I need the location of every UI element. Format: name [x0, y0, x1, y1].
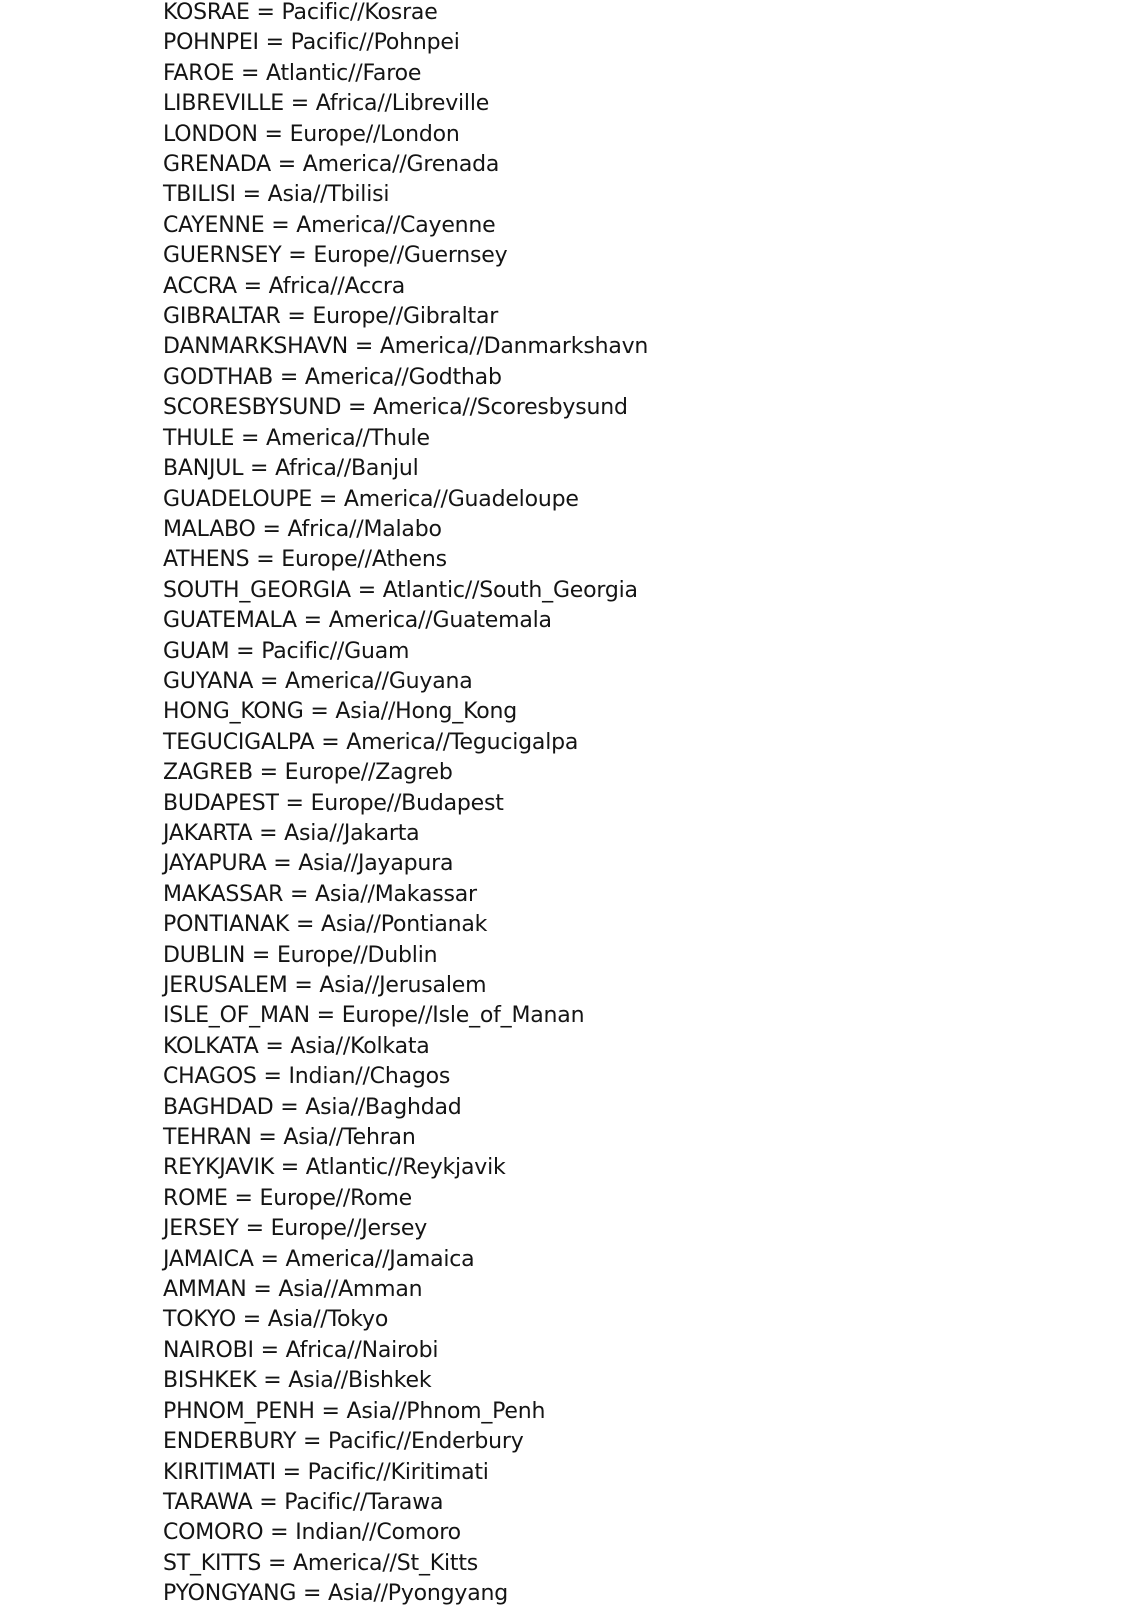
timezone-mapping-line: PHNOM_PENH = Asia//Phnom_Penh: [163, 1398, 546, 1424]
timezone-mapping-line: TOKYO = Asia//Tokyo: [163, 1307, 389, 1333]
timezone-mapping-line: ST_KITTS = America//St_Kitts: [163, 1550, 479, 1576]
timezone-mapping-line: KIRITIMATI = Pacific//Kiritimati: [163, 1459, 489, 1485]
timezone-mapping-line: AMMAN = Asia//Amman: [163, 1277, 423, 1303]
timezone-mapping-line: GUAM = Pacific//Guam: [163, 638, 410, 664]
timezone-mapping-line: THULE = America//Thule: [163, 425, 430, 451]
timezone-mapping-line: MAKASSAR = Asia//Makassar: [163, 881, 477, 907]
timezone-mapping-line: NAIROBI = Africa//Nairobi: [163, 1337, 439, 1363]
timezone-mapping-line: KOSRAE = Pacific//Kosrae: [163, 0, 438, 25]
timezone-mapping-line: BAGHDAD = Asia//Baghdad: [163, 1094, 462, 1120]
timezone-mapping-line: FAROE = Atlantic//Faroe: [163, 60, 422, 86]
timezone-mapping-line: MALABO = Africa//Malabo: [163, 516, 442, 542]
timezone-mapping-line: GUATEMALA = America//Guatemala: [163, 608, 552, 634]
timezone-mapping-line: BUDAPEST = Europe//Budapest: [163, 790, 504, 816]
timezone-mapping-line: KOLKATA = Asia//Kolkata: [163, 1033, 430, 1059]
timezone-mapping-line: JAMAICA = America//Jamaica: [163, 1246, 475, 1272]
timezone-mapping-line: JERUSALEM = Asia//Jerusalem: [163, 973, 487, 998]
timezone-mapping-line: PYONGYANG = Asia//Pyongyang: [163, 1581, 509, 1607]
timezone-mapping-line: DANMARKSHAVN = America//Danmarkshavn: [163, 334, 649, 360]
timezone-mapping-line: TEHRAN = Asia//Tehran: [163, 1125, 416, 1151]
timezone-mapping-line: JAKARTA = Asia//Jakarta: [163, 820, 420, 846]
timezone-mapping-line: ROME = Europe//Rome: [163, 1185, 413, 1211]
timezone-mapping-line: COMORO = Indian//Comoro: [163, 1520, 461, 1546]
timezone-mapping-line: TARAWA = Pacific//Tarawa: [163, 1489, 444, 1515]
timezone-mapping-line: SCORESBYSUND = America//Scoresbysund: [163, 395, 628, 421]
timezone-mapping-line: PONTIANAK = Asia//Pontianak: [163, 912, 488, 938]
timezone-mapping-line: ENDERBURY = Pacific//Enderbury: [163, 1429, 524, 1455]
timezone-mapping-line: GUERNSEY = Europe//Guernsey: [163, 243, 508, 269]
timezone-mapping-line: GUYANA = America//Guyana: [163, 668, 473, 694]
timezone-mapping-line: TEGUCIGALPA = America//Tegucigalpa: [163, 729, 579, 755]
timezone-mapping-line: GIBRALTAR = Europe//Gibraltar: [163, 304, 499, 330]
timezone-mapping-line: HONG_KONG = Asia//Hong_Kong: [163, 699, 517, 725]
timezone-mapping-line: ACCRA = Africa//Accra: [163, 273, 406, 299]
timezone-mapping-line: TBILISI = Asia//Tbilisi: [163, 182, 390, 208]
timezone-mapping-line: BANJUL = Africa//Banjul: [163, 456, 419, 482]
timezone-mapping-line: DUBLIN = Europe//Dublin: [163, 942, 438, 968]
timezone-mapping-line: SOUTH_GEORGIA = Atlantic//South_Georgia: [163, 577, 638, 603]
timezone-mapping-line: JERSEY = Europe//Jersey: [163, 1216, 428, 1242]
timezone-mapping-line: REYKJAVIK = Atlantic//Reykjavik: [163, 1155, 506, 1181]
timezone-mapping-line: CHAGOS = Indian//Chagos: [163, 1064, 451, 1090]
timezone-mapping-line: LONDON = Europe//London: [163, 121, 460, 147]
timezone-mapping-line: CAYENNE = America//Cayenne: [163, 212, 496, 238]
timezone-mapping-line: GRENADA = America//Grenada: [163, 152, 500, 178]
timezone-mapping-line: JAYAPURA = Asia//Jayapura: [163, 851, 454, 877]
timezone-mapping-line: LIBREVILLE = Africa//Libreville: [163, 91, 490, 117]
timezone-mapping-line: ATHENS = Europe//Athens: [163, 547, 447, 573]
timezone-mapping-list: [163, 0, 648, 1610]
timezone-mapping-line: GUADELOUPE = America//Guadeloupe: [163, 486, 579, 512]
timezone-mapping-line: POHNPEI = Pacific//Pohnpei: [163, 30, 460, 56]
timezone-mapping-line: BISHKEK = Asia//Bishkek: [163, 1368, 432, 1394]
timezone-mapping-line: ZAGREB = Europe//Zagreb: [163, 760, 453, 786]
timezone-mapping-line: GODTHAB = America//Godthab: [163, 364, 502, 390]
timezone-mapping-line: ISLE_OF_MAN = Europe//Isle_of_Manan: [163, 1003, 585, 1029]
